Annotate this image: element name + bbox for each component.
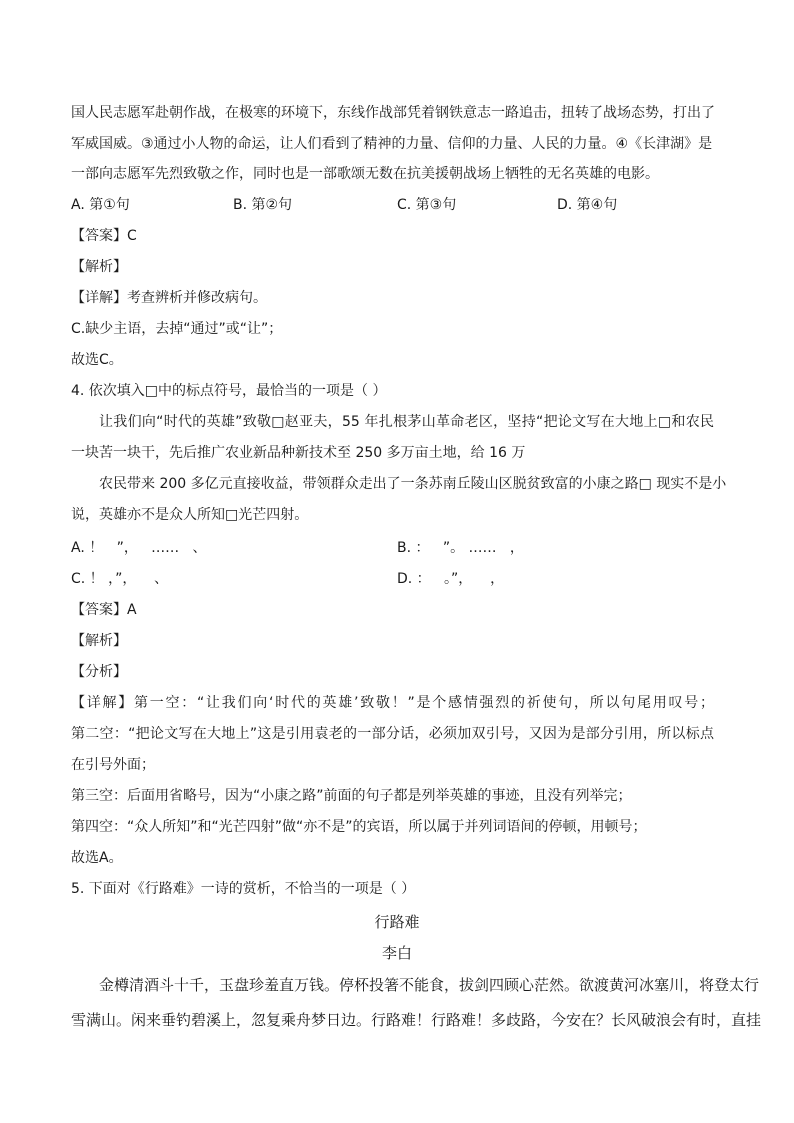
q4-detail-line-5: 第四空：“众人所知”和“光芒四射”做“亦不是”的宾语，所以属于并列词语间的停顿，用顿号；: [71, 819, 647, 835]
q3-passage-line-3: 一部向志愿军先烈致敬之作，同时也是一部歌颂无数在抗美援朝战场上牺牲的无名英雄的电影。: [71, 166, 659, 182]
q3-detail: 【详解】考查辨析并修改病句。: [71, 290, 267, 306]
q3-option-a: A. 第①句: [71, 197, 130, 213]
q3-analysis-heading: 【解析】: [71, 259, 127, 275]
poem-title: 行路难: [374, 913, 420, 931]
q3-answer: 【答案】C: [71, 228, 137, 244]
poem-author: 李白: [381, 944, 412, 962]
q4-detail-line-1: 【详解】第一空：“让我们向‘时代的英雄’致敬！”是个感情强烈的祈使句，所以句尾用叹号；: [71, 695, 714, 711]
poem-line-2: 雪满山。闲来垂钓碧溪上，忽复乘舟梦日边。行路难！行路难！多歧路，今安在？长风破浪会有时，直挂: [71, 1011, 762, 1029]
q4-option-d: D. ： 。”， ，: [397, 571, 505, 587]
q3-option-b: B. 第②句: [233, 197, 293, 213]
q4-analysis-subheading: 【分析】: [71, 664, 127, 680]
q4-passage-line-1: 让我们向“时代的英雄”致敬□赵亚夫，55 年扎根茅山革命老区，坚持“把论文写在大地上□和农民: [99, 414, 714, 430]
q3-option-d: D. 第④句: [557, 197, 618, 213]
q4-option-c: C. ！ ，”， 、: [71, 571, 169, 587]
q5-stem: 5. 下面对《行路难》一诗的赏析，不恰当的一项是（ ）: [71, 881, 416, 897]
poem-line-1: 金樽清酒斗十千，玉盘珍羞直万钱。停杯投箸不能食，拔剑四顾心茫然。欲渡黄河冰塞川，将登太行: [99, 976, 760, 994]
q4-option-a: A. ！ ”， …… 、: [71, 540, 207, 556]
q3-conclusion: 故选C。: [71, 352, 123, 368]
q4-detail-line-4: 第三空：后面用省略号，因为“小康之路”前面的句子都是列举英雄的事迹，且没有列举完；: [71, 788, 632, 804]
q4-passage-line-3: 农民带来 200 多亿元直接收益，带领群众走出了一条苏南丘陵山区脱贫致富的小康之路□ 现实不是小: [99, 476, 727, 492]
q4-option-b: B. ： ”。 …… ，: [397, 540, 524, 556]
q4-analysis-heading: 【解析】: [71, 633, 127, 649]
q3-explanation: C.缺少主语，去掉“通过”或“让”；: [71, 321, 283, 337]
q3-passage-line-2: 军威国威。③通过小人物的命运，让人们看到了精神的力量、信仰的力量、人民的力量。④《长津湖》是: [71, 136, 713, 152]
q3-passage-line-1: 国人民志愿军赴朝作战，在极寒的环境下，东线作战部凭着钢铁意志一路追击，扭转了战场态势，打出了: [71, 105, 715, 121]
q4-detail-line-2: 第二空：“把论文写在大地上”这是引用袁老的一部分话，必须加双引号，又因为是部分引用，所以标点: [71, 726, 714, 742]
q4-passage-line-2: 一块苦一块干，先后推广农业新品种新技术至 250 多万亩土地，给 16 万: [71, 445, 526, 461]
q4-passage-line-4: 说，英雄亦不是众人所知□光芒四射。: [71, 507, 309, 523]
q4-detail-line-3: 在引号外面；: [71, 757, 155, 773]
q4-conclusion: 故选A。: [71, 850, 123, 866]
q3-option-c: C. 第③句: [397, 197, 457, 213]
q4-answer: 【答案】A: [71, 602, 137, 618]
q4-stem: 4. 依次填入□中的标点符号，最恰当的一项是（ ）: [71, 383, 387, 399]
